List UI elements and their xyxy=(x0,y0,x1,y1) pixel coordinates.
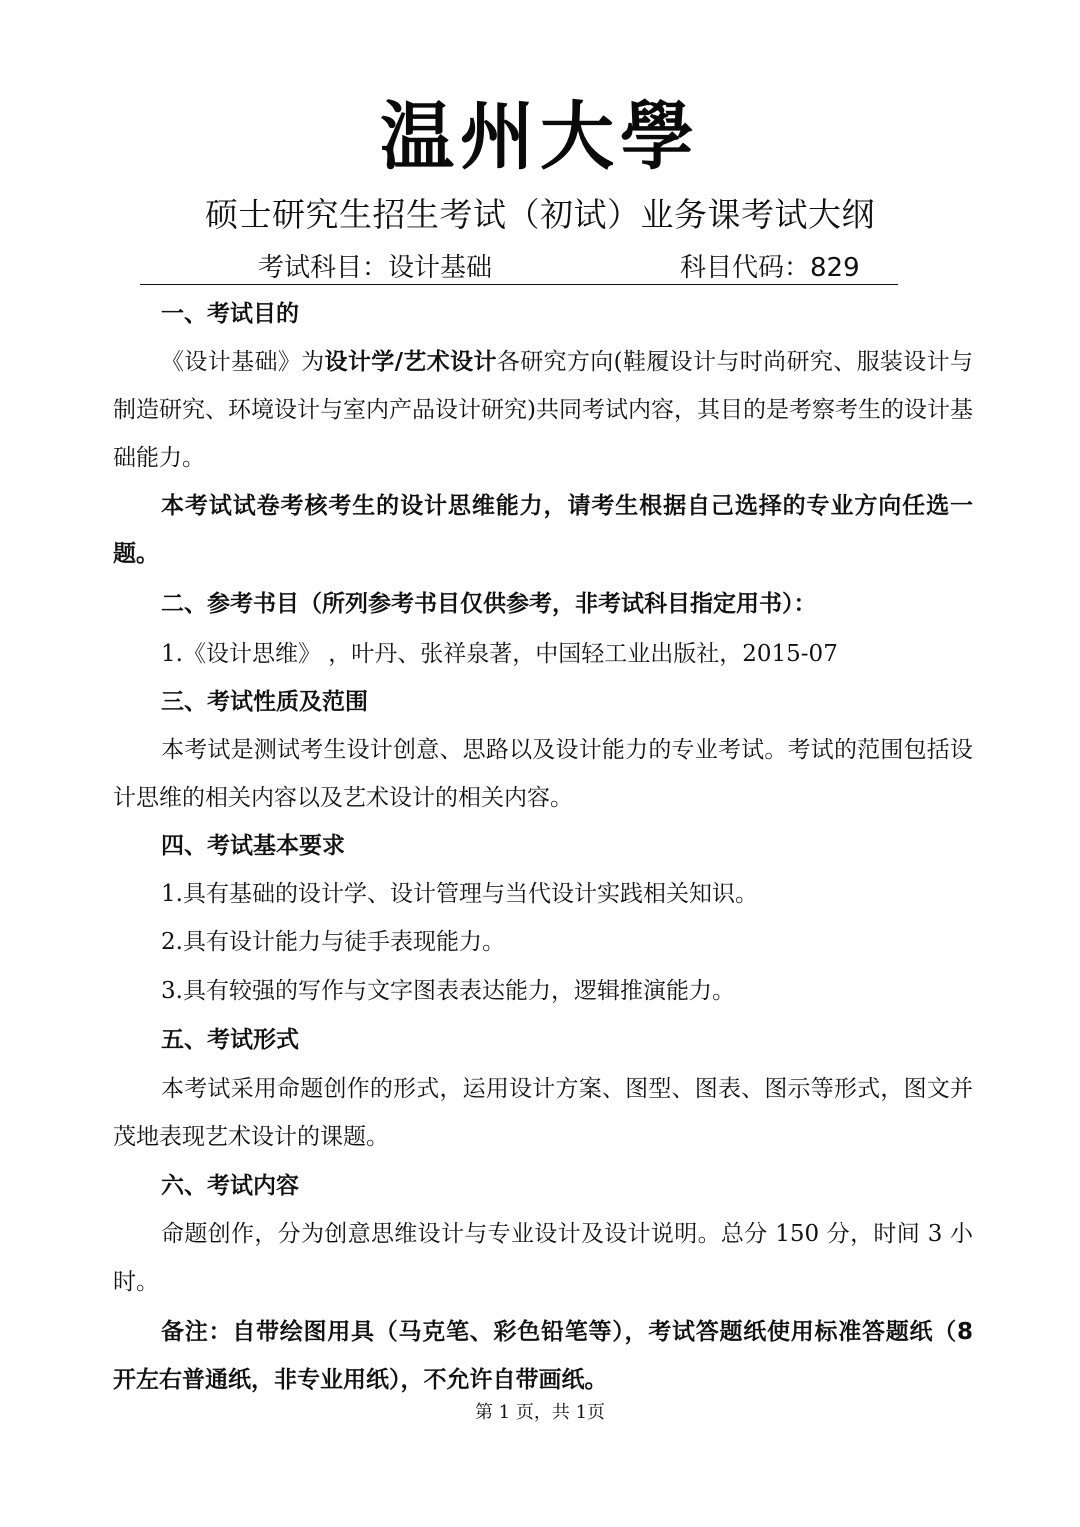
section-1-text-a: 《设计基础》为 xyxy=(161,349,325,375)
section-5-heading: 五、考试形式 xyxy=(161,1027,299,1053)
page-footer: 第 1 页，共 1页 xyxy=(474,1402,606,1423)
section-1-text-bold: 设计学/艺术设计 xyxy=(324,349,497,375)
section-1-text-c: 各研究方向(鞋履设计与时尚研究、服装设计与制造研究、环境设计与室内产品设计研究)共同考试内容，其目的是考察考生的设计基础能力。 xyxy=(113,349,974,471)
subject-label: 考试科目：设计基础 xyxy=(258,253,493,283)
section-4-item-2: 2.具有设计能力与徒手表现能力。 xyxy=(161,929,505,955)
section-4-item-1: 1.具有基础的设计学、设计管理与当代设计实践相关知识。 xyxy=(161,881,758,907)
section-4-item-3: 3.具有较强的写作与文字图表表达能力，逻辑推演能力。 xyxy=(161,978,735,1004)
section-1-paragraph xyxy=(113,338,973,482)
section-3-paragraph: 本考试是测试考生设计创意、思路以及设计能力的专业考试。考试的范围包括设计思维的相关内容以及艺术设计的相关内容。 xyxy=(113,737,973,811)
university-logo: 温州大學 xyxy=(380,94,700,180)
section-4-heading: 四、考试基本要求 xyxy=(161,833,345,859)
section-5-paragraph: 本考试采用命题创作的形式，运用设计方案、图型、图表、图示等形式，图文并茂地表现艺术设计的课题。 xyxy=(113,1076,973,1150)
document-title: 硕士研究生招生考试（初试）业务课考试大纲 xyxy=(205,195,875,234)
note-paragraph: 备注：自带绘图用具（马克笔、彩色铅笔等），考试答题纸使用标准答题纸（8 开左右普通纸，非专业用纸），不允许自带画纸。 xyxy=(113,1319,973,1393)
subject-code-label: 科目代码：829 xyxy=(680,253,860,283)
section-3-heading: 三、考试性质及范围 xyxy=(161,689,368,715)
section-2-item-1: 1.《设计思维》 ，叶丹、张祥泉著，中国轻工业出版社，2015-07 xyxy=(161,641,838,667)
section-6-paragraph: 命题创作，分为创意思维设计与专业设计及设计说明。总分 150 分，时间 3 小时。 xyxy=(113,1221,973,1295)
subject-line xyxy=(140,244,898,285)
section-1-heading: 一、考试目的 xyxy=(161,301,299,327)
section-2-heading: 二、参考书目（所列参考书目仅供参考，非考试科目指定用书）： xyxy=(161,591,817,617)
section-6-heading: 六、考试内容 xyxy=(161,1173,299,1199)
section-1-note-paragraph: 本考试试卷考核考生的设计思维能力，请考生根据自己选择的专业方向任选一题。 xyxy=(113,493,973,567)
